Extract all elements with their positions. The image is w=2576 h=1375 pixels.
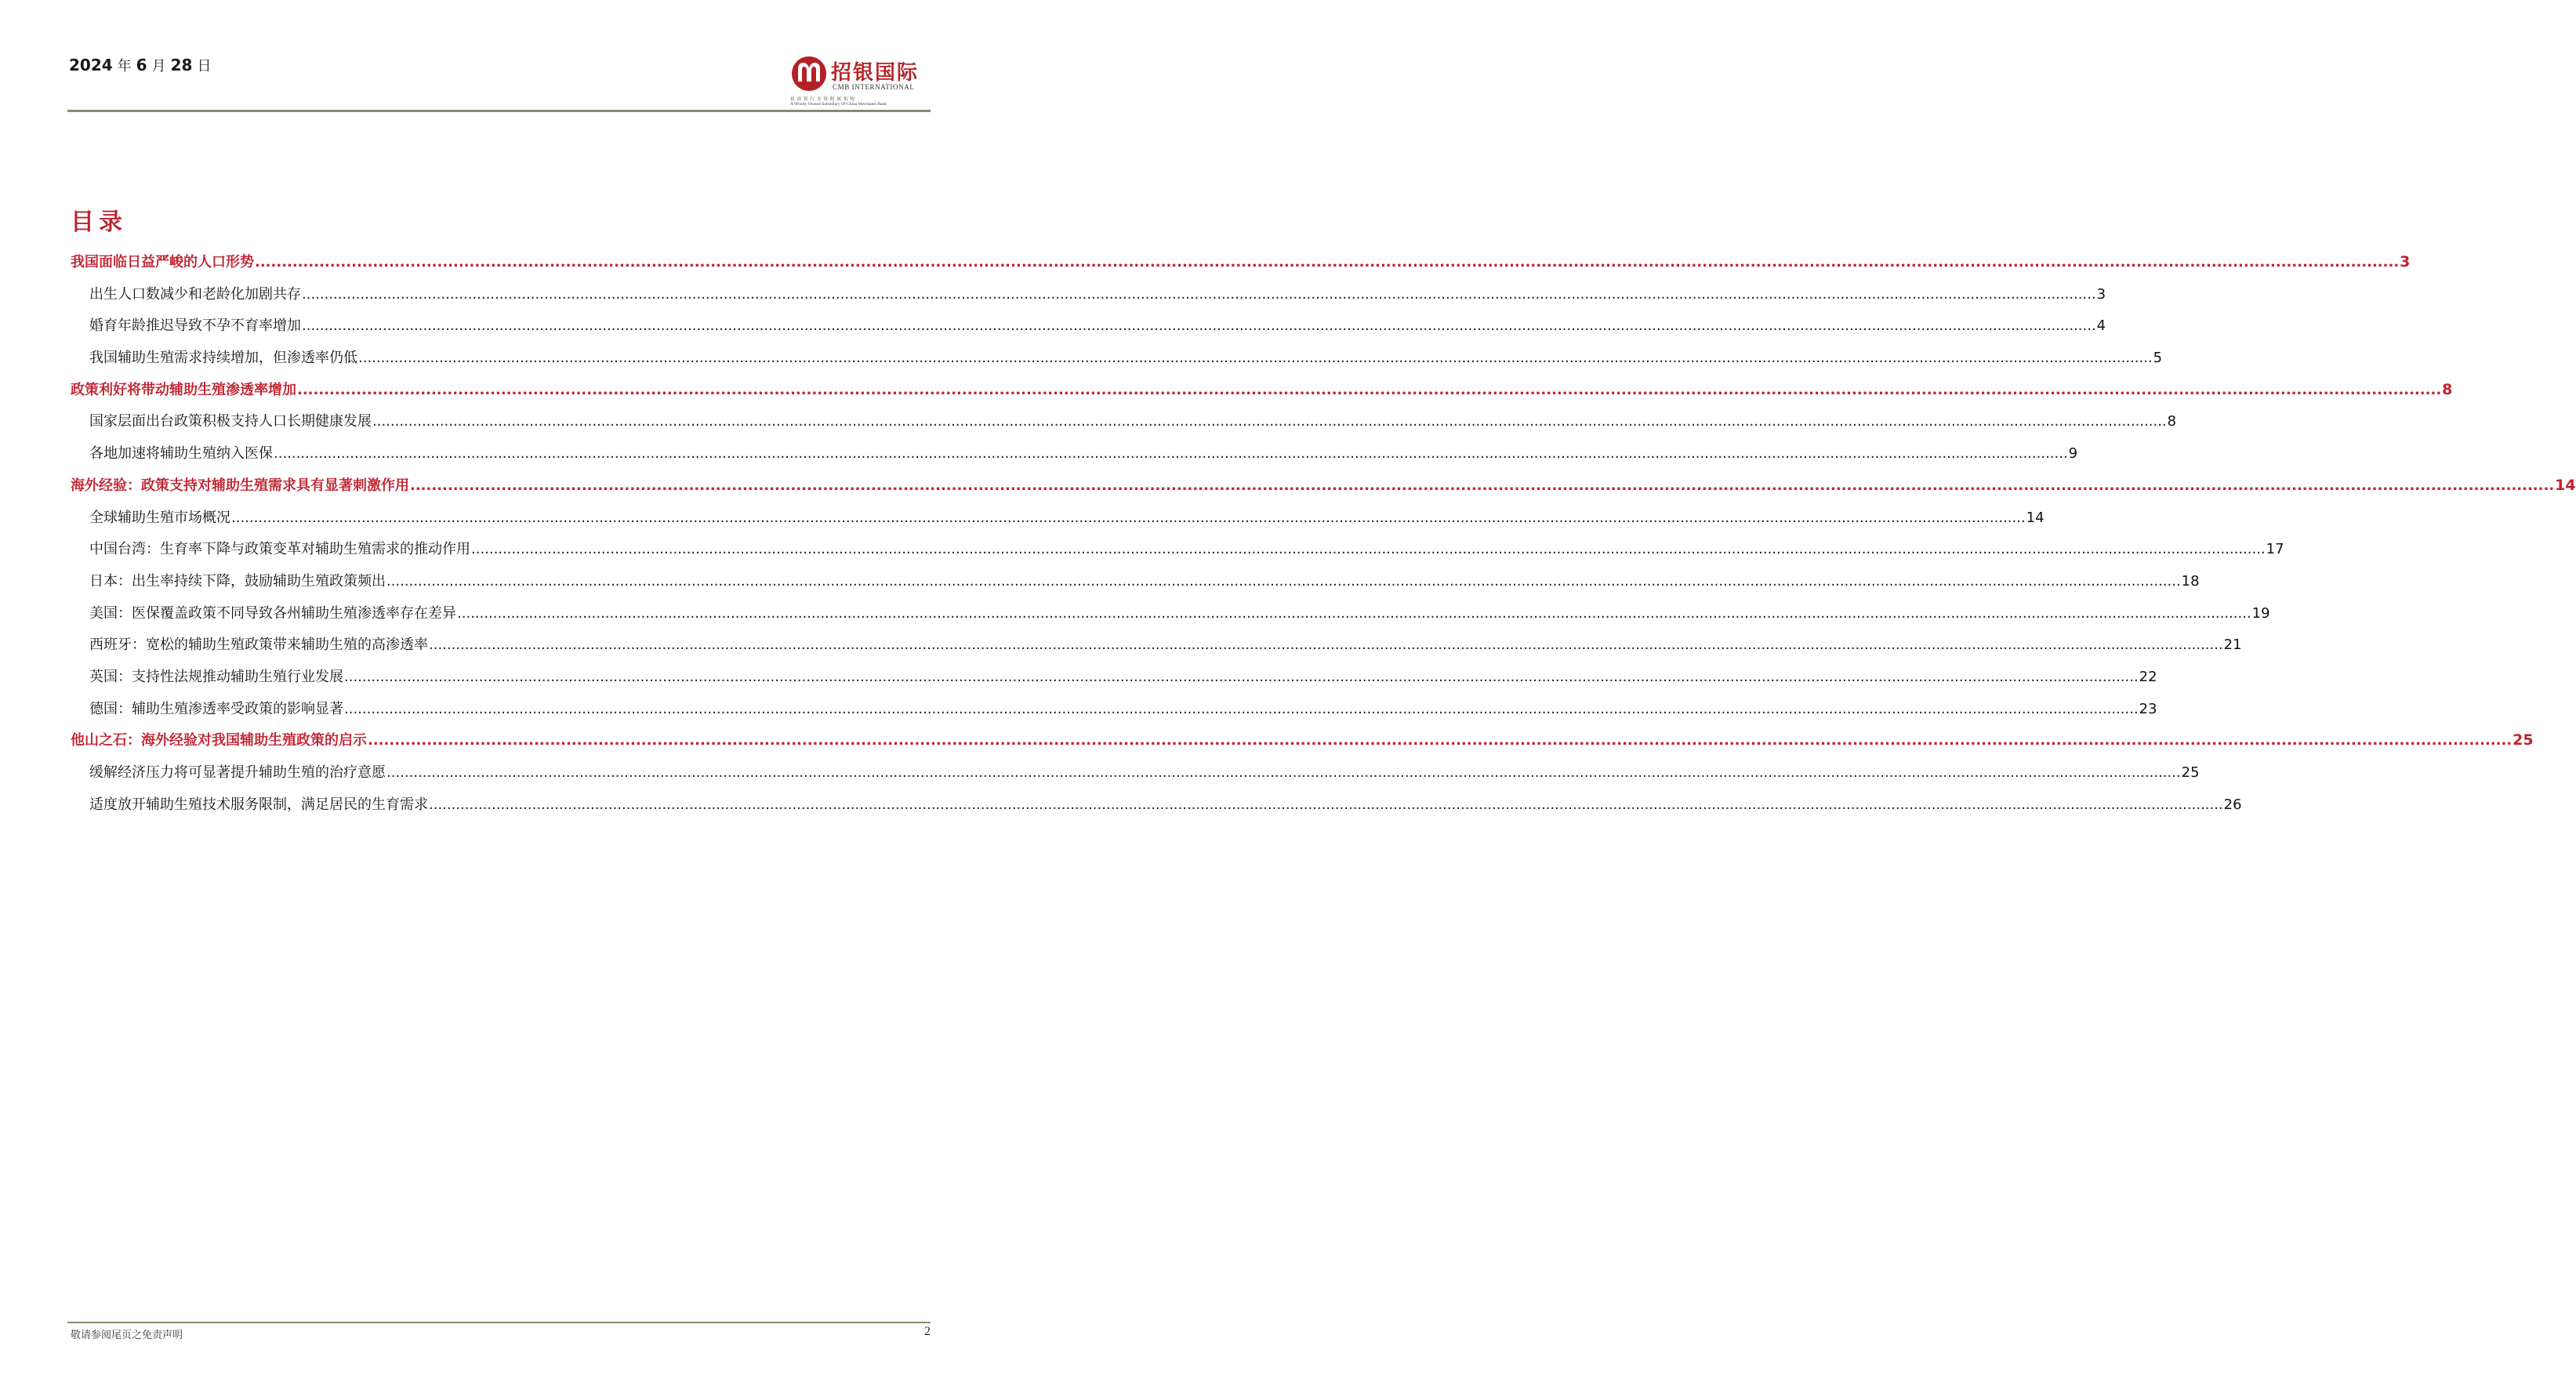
toc-dot-leader: ................................................................................................................................................................................................................................................................................................................................................................................................................ (386, 764, 2181, 781)
toc-entry-label: 全球辅助生殖市场概况 (89, 509, 230, 526)
toc-subsection-link[interactable] (71, 761, 2200, 793)
toc-subsection-link[interactable] (71, 442, 2078, 474)
toc-dot-leader: ................................................................................................................................................................................................................................................................................................................................................................................................................ (358, 350, 2153, 367)
toc-title: 目录 (71, 209, 127, 236)
toc-subsection-link[interactable] (71, 666, 2157, 698)
toc-entry-label: 出生人口数减少和老龄化加剧共存 (89, 285, 301, 303)
toc-section-link[interactable] (71, 474, 2576, 506)
toc-entry-page: 25 (2513, 731, 2534, 749)
logo-subtitle-en: A Wholly Owned Subsidiary Of China Merchants Bank (790, 102, 887, 107)
toc-subsection-link[interactable] (71, 538, 2284, 570)
toc-dot-leader: ................................................................................................................................................................................................................................................................................................................................................................................................................ (368, 732, 2513, 749)
toc-entry-label: 国家层面出台政策积极支持人口长期健康发展 (89, 413, 372, 430)
report-date (69, 55, 216, 75)
toc-entry-label: 西班牙：宽松的辅助生殖政策带来辅助生殖的高渗透率 (89, 637, 428, 654)
date-day: 28 (170, 56, 193, 74)
date-month-unit: 月 (151, 58, 166, 74)
toc-entry-page: 4 (2096, 317, 2106, 335)
toc-section-link[interactable] (71, 251, 2411, 283)
toc-entry-page: 9 (2068, 445, 2078, 463)
toc-entry-page: 26 (2223, 796, 2242, 813)
toc-dot-leader: ................................................................................................................................................................................................................................................................................................................................................................................................................ (231, 509, 2026, 526)
toc-dot-leader: ................................................................................................................................................................................................................................................................................................................................................................................................................ (344, 668, 2139, 685)
toc-entry-page: 14 (2555, 476, 2576, 494)
toc-entry-page: 18 (2181, 572, 2200, 590)
toc-entry-page: 25 (2181, 764, 2200, 781)
toc-dot-leader: ................................................................................................................................................................................................................................................................................................................................................................................................................ (471, 541, 2266, 558)
toc-subsection-link[interactable] (71, 283, 2106, 315)
toc-entry-page: 8 (2167, 413, 2177, 430)
toc-dot-leader: ................................................................................................................................................................................................................................................................................................................................................................................................................ (410, 477, 2555, 494)
toc-dot-leader: ................................................................................................................................................................................................................................................................................................................................................................................................................ (386, 572, 2181, 590)
date-year-unit: 年 (117, 58, 132, 74)
toc-entry-label: 中国台湾：生育率下降与政策变革对辅助生殖需求的推动作用 (89, 541, 470, 558)
cmb-logo-icon (790, 55, 828, 93)
toc-entry-page: 8 (2442, 380, 2453, 398)
page-number: 2 (924, 1325, 931, 1338)
toc-section-link[interactable] (71, 729, 2534, 761)
toc-entry-page: 3 (2096, 285, 2106, 303)
toc-entry-page: 22 (2139, 668, 2157, 685)
toc-dot-leader: ................................................................................................................................................................................................................................................................................................................................................................................................................ (372, 413, 2167, 430)
footer-divider (67, 1322, 931, 1323)
toc-section-link[interactable] (71, 379, 2453, 411)
date-day-unit: 日 (197, 58, 212, 74)
toc-entry-page: 3 (2400, 253, 2411, 270)
toc-dot-leader: ................................................................................................................................................................................................................................................................................................................................................................................................................ (429, 796, 2223, 813)
toc-entry-label: 政策利好将带动辅助生殖渗透率增加 (71, 381, 296, 398)
logo-subtitle-cn: 招商银行全资附属机构 (790, 97, 858, 102)
toc-subsection-link[interactable] (71, 633, 2242, 666)
toc-subsection-link[interactable] (71, 314, 2106, 346)
toc-entry-label: 德国：辅助生殖渗透率受政策的影响显著 (89, 700, 343, 717)
toc-subsection-link[interactable] (71, 793, 2242, 825)
toc-dot-leader: ................................................................................................................................................................................................................................................................................................................................................................................................................ (255, 254, 2400, 270)
toc-entry-page: 17 (2266, 541, 2284, 558)
toc-dot-leader: ................................................................................................................................................................................................................................................................................................................................................................................................................ (302, 285, 2096, 303)
toc-entry-label: 适度放开辅助生殖技术服务限制，满足居民的生育需求 (89, 796, 428, 813)
toc-entry-label: 美国：医保覆盖政策不同导致各州辅助生殖渗透率存在差异 (89, 604, 456, 622)
toc-subsection-link[interactable] (71, 698, 2157, 730)
disclaimer-note: 敬请参阅尾页之免责声明 (71, 1330, 183, 1341)
header-divider (67, 110, 931, 112)
toc-entry-label: 婚育年龄推迟导致不孕不育率增加 (89, 317, 301, 335)
toc-entry-label: 他山之石：海外经验对我国辅助生殖政策的启示 (71, 732, 367, 749)
toc-entry-page: 21 (2223, 637, 2242, 654)
toc-dot-leader: ................................................................................................................................................................................................................................................................................................................................................................................................................ (274, 445, 2068, 463)
toc-entry-label: 海外经验：政策支持对辅助生殖需求具有显著刺激作用 (71, 477, 409, 494)
toc-entry-label: 缓解经济压力将可显著提升辅助生殖的治疗意愿 (89, 764, 386, 781)
toc-subsection-link[interactable] (71, 506, 2044, 539)
toc-entry-label: 日本：出生率持续下降，鼓励辅助生殖政策频出 (89, 572, 386, 590)
toc-entry-page: 23 (2139, 700, 2157, 717)
toc-entry-page: 19 (2251, 604, 2270, 622)
toc-subsection-link[interactable] (71, 346, 2163, 379)
date-month: 6 (136, 56, 147, 74)
toc-subsection-link[interactable] (71, 570, 2200, 602)
toc-entry-label: 我国辅助生殖需求持续增加，但渗透率仍低 (89, 350, 357, 367)
toc-dot-leader: ................................................................................................................................................................................................................................................................................................................................................................................................................ (429, 637, 2223, 654)
toc-entry-label: 各地加速将辅助生殖纳入医保 (89, 445, 273, 463)
toc-dot-leader: ................................................................................................................................................................................................................................................................................................................................................................................................................ (297, 381, 2442, 398)
toc-entry-page: 5 (2153, 350, 2163, 367)
toc-entry-page: 14 (2026, 509, 2044, 526)
logo-name-en: CMB INTERNATIONAL (833, 83, 915, 91)
toc-entry-label: 英国：支持性法规推动辅助生殖行业发展 (89, 668, 343, 685)
logo-name-cn: 招银国际 (831, 61, 920, 85)
company-logo (790, 53, 931, 110)
date-year: 2024 (69, 56, 113, 74)
toc-dot-leader: ................................................................................................................................................................................................................................................................................................................................................................................................................ (302, 317, 2096, 335)
toc-subsection-link[interactable] (71, 602, 2270, 634)
toc-dot-leader: ................................................................................................................................................................................................................................................................................................................................................................................................................ (457, 604, 2251, 622)
toc-entry-label: 我国面临日益严峻的人口形势 (71, 254, 254, 270)
toc-dot-leader: ................................................................................................................................................................................................................................................................................................................................................................................................................ (344, 700, 2139, 717)
toc-subsection-link[interactable] (71, 410, 2177, 442)
table-of-contents (71, 251, 2576, 825)
